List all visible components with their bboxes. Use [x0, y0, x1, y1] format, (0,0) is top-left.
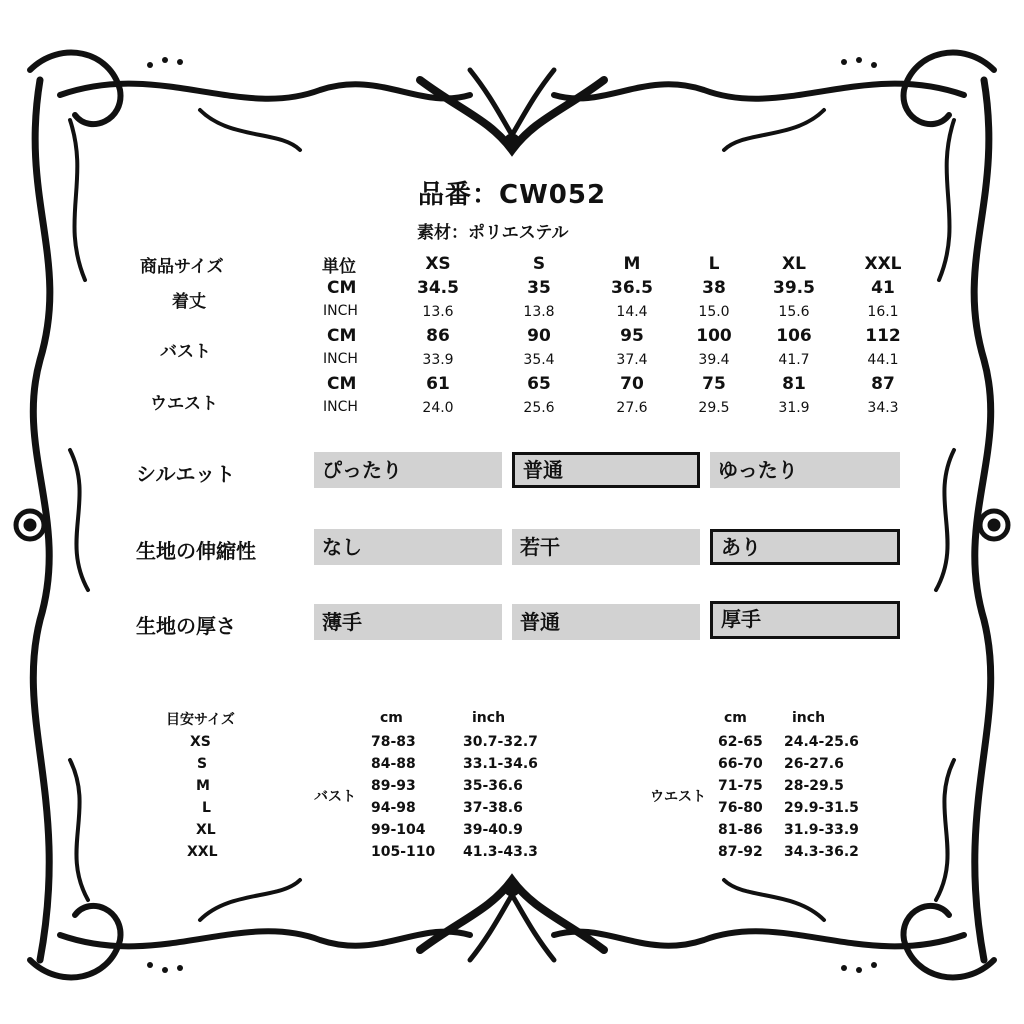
size-header: L [708, 254, 720, 274]
guide-bust-cm-header: cm [380, 710, 403, 726]
cell-inch: 13.6 [422, 304, 454, 320]
size-header: S [532, 254, 546, 274]
row-label-waist: ウエスト [150, 394, 218, 414]
guide-waist-inch: 28-29.5 [784, 778, 844, 794]
cell-inch: 37.4 [616, 352, 648, 368]
row-label-length: 着丈 [172, 292, 206, 312]
guide-bust-cm: 89-93 [371, 778, 416, 794]
unit-inch: INCH [323, 399, 358, 415]
guide-bust-inch: 33.1-34.6 [463, 756, 538, 772]
cell-cm: 38 [702, 278, 726, 298]
attr-label-stretch: 生地の伸縮性 [136, 539, 256, 563]
size-table-unit-header: 単位 [322, 257, 356, 277]
guide-waist-inch: 24.4-25.6 [784, 734, 859, 750]
guide-waist-cm: 66-70 [718, 756, 763, 772]
cell-cm: 87 [871, 374, 895, 394]
guide-size: XS [190, 734, 211, 750]
guide-size: XL [196, 822, 216, 838]
cell-inch: 27.6 [616, 400, 648, 416]
cell-inch: 25.6 [523, 400, 555, 416]
attr-option: 普通 [512, 604, 700, 640]
size-header: XL [782, 254, 806, 274]
cell-inch: 44.1 [867, 352, 899, 368]
guide-bust-label: バスト [314, 789, 356, 805]
size-header: XXL [864, 254, 902, 274]
guide-size: L [202, 800, 211, 816]
cell-inch: 24.0 [422, 400, 454, 416]
guide-bust-inch: 39-40.9 [463, 822, 523, 838]
guide-title: 目安サイズ [166, 712, 235, 728]
guide-bust-cm: 84-88 [371, 756, 416, 772]
cell-cm: 61 [426, 374, 450, 394]
unit-cm: CM [327, 278, 357, 298]
cell-cm: 70 [620, 374, 644, 394]
row-label-bust: バスト [160, 342, 211, 362]
guide-bust-inch: 37-38.6 [463, 800, 523, 816]
guide-waist-inch: 34.3-36.2 [784, 844, 859, 860]
cell-cm: 36.5 [611, 278, 653, 298]
attr-option-selected: あり [710, 529, 900, 565]
guide-bust-cm: 78-83 [371, 734, 416, 750]
guide-waist-inch: 29.9-31.5 [784, 800, 859, 816]
cell-inch: 16.1 [867, 304, 899, 320]
guide-waist-cm: 87-92 [718, 844, 763, 860]
attr-option: なし [314, 529, 502, 565]
size-header: XS [425, 254, 451, 274]
cell-inch: 15.0 [698, 304, 730, 320]
guide-waist-label: ウエスト [650, 789, 706, 805]
guide-waist-cm: 71-75 [718, 778, 763, 794]
cell-inch: 39.4 [698, 352, 730, 368]
cell-cm: 81 [782, 374, 806, 394]
guide-size: XXL [187, 844, 218, 860]
guide-waist-inch: 31.9-33.9 [784, 822, 859, 838]
cell-inch: 31.9 [778, 400, 810, 416]
cell-cm: 106 [776, 326, 812, 346]
attr-label-silhouette: シルエット [136, 462, 236, 486]
attr-option-selected: 厚手 [710, 601, 900, 639]
cell-inch: 33.9 [422, 352, 454, 368]
cell-cm: 90 [527, 326, 551, 346]
cell-inch: 29.5 [698, 400, 730, 416]
attr-option: ぴったり [314, 452, 502, 488]
guide-bust-inch: 35-36.6 [463, 778, 523, 794]
size-table-label-header: 商品サイズ [140, 257, 224, 277]
guide-waist-cm-header: cm [724, 710, 747, 726]
cell-cm: 75 [702, 374, 726, 394]
unit-cm: CM [327, 374, 357, 394]
cell-inch: 34.3 [867, 400, 899, 416]
attr-option-selected: 普通 [512, 452, 700, 488]
unit-inch: INCH [323, 351, 358, 367]
cell-cm: 34.5 [417, 278, 459, 298]
guide-waist-cm: 62-65 [718, 734, 763, 750]
cell-cm: 100 [696, 326, 732, 346]
guide-bust-cm: 105-110 [371, 844, 436, 860]
cell-cm: 65 [527, 374, 551, 394]
guide-waist-inch-header: inch [792, 710, 826, 726]
guide-bust-inch: 41.3-43.3 [463, 844, 538, 860]
cell-inch: 14.4 [616, 304, 648, 320]
product-material: 素材：ポリエステル [417, 223, 569, 243]
attr-option: 若干 [512, 529, 700, 565]
cell-inch: 35.4 [523, 352, 555, 368]
guide-bust-cm: 94-98 [371, 800, 416, 816]
cell-cm: 86 [426, 326, 450, 346]
guide-waist-inch: 26-27.6 [784, 756, 844, 772]
attr-option: ゆったり [710, 452, 900, 488]
guide-size: S [197, 756, 208, 772]
cell-inch: 41.7 [778, 352, 810, 368]
guide-bust-inch: 30.7-32.7 [463, 734, 538, 750]
attr-option: 薄手 [314, 604, 502, 640]
cell-inch: 15.6 [778, 304, 810, 320]
cell-cm: 112 [865, 326, 901, 346]
unit-inch: INCH [323, 303, 358, 319]
guide-waist-cm: 76-80 [718, 800, 763, 816]
cell-cm: 39.5 [773, 278, 815, 298]
guide-waist-cm: 81-86 [718, 822, 763, 838]
attr-label-thickness: 生地の厚さ [136, 614, 236, 638]
cell-cm: 41 [871, 278, 895, 298]
guide-size: M [196, 778, 210, 794]
guide-bust-cm: 99-104 [371, 822, 426, 838]
product-number: 品番：CW052 [418, 180, 607, 210]
cell-cm: 35 [527, 278, 551, 298]
cell-cm: 95 [620, 326, 644, 346]
guide-bust-inch-header: inch [472, 710, 506, 726]
size-header: M [623, 254, 641, 274]
unit-cm: CM [327, 326, 357, 346]
cell-inch: 13.8 [523, 304, 555, 320]
